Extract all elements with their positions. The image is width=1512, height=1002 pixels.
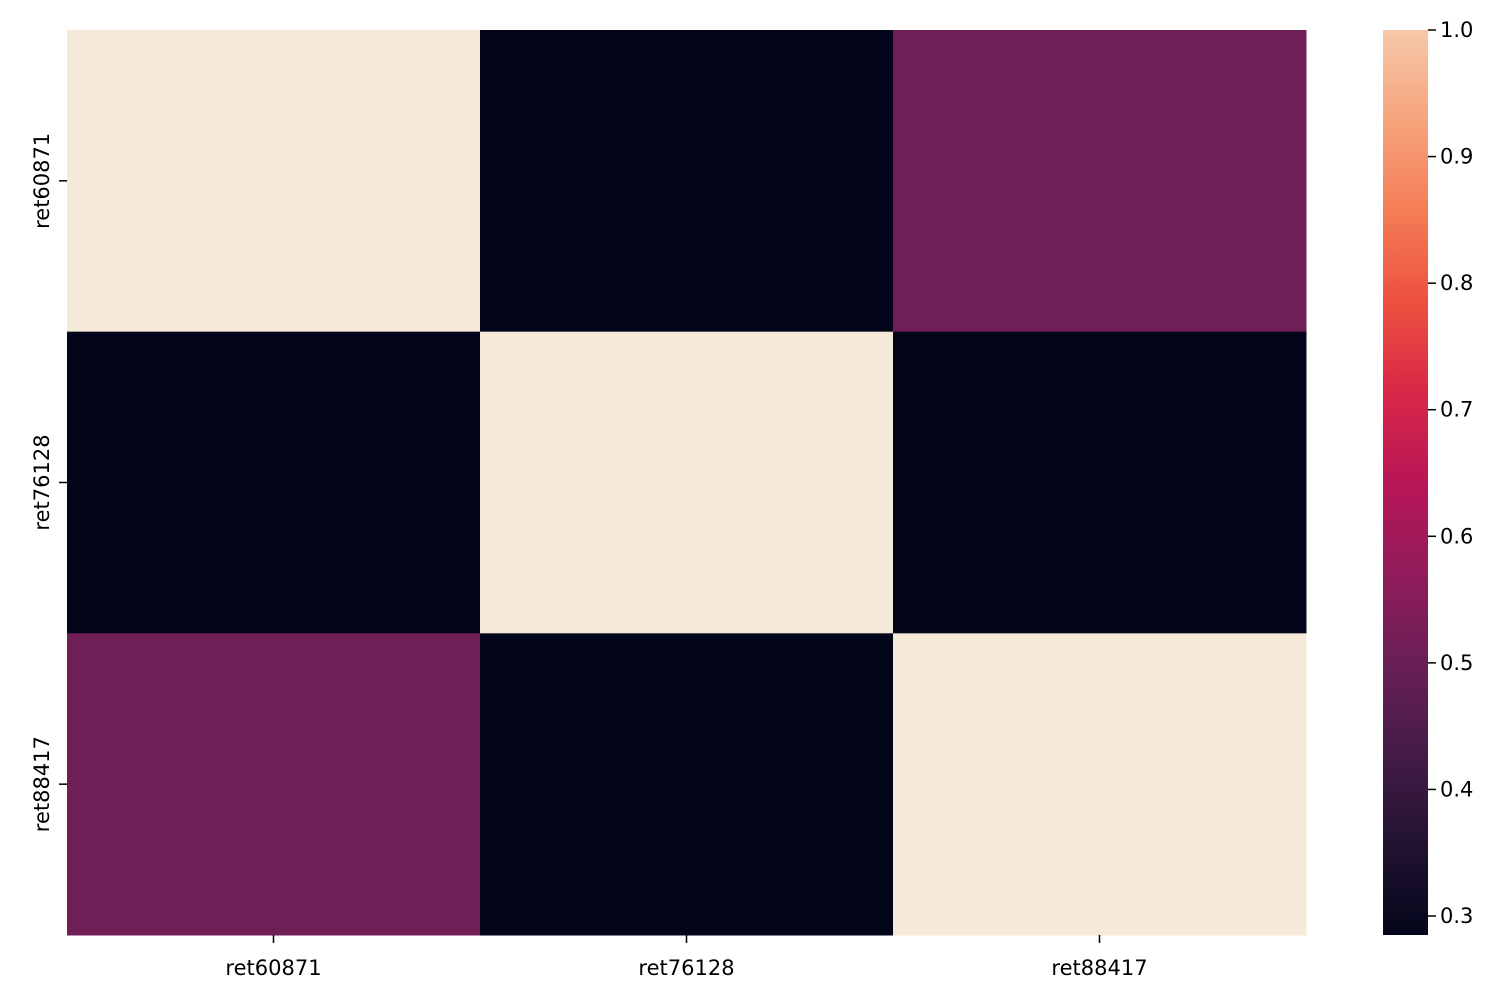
y-tick-label: ret88417 <box>30 736 54 833</box>
y-tick-label: ret76128 <box>30 434 54 531</box>
heatmap-cells <box>67 30 1307 936</box>
heatmap-cell-r1-c2 <box>893 332 1307 634</box>
heatmap-cell-r2-c0 <box>67 633 481 935</box>
x-tick-label: ret88417 <box>1051 956 1148 980</box>
heatmap-cell-r0-c1 <box>480 30 894 332</box>
colorbar-tick-label: 1.0 <box>1440 18 1474 42</box>
y-tick-label: ret60871 <box>30 132 54 229</box>
colorbar-gradient <box>1383 30 1428 935</box>
y-axis <box>30 133 67 832</box>
heatmap-cell-r0-c0 <box>67 30 481 332</box>
colorbar-axis <box>1428 18 1473 928</box>
heatmap-cell-r1-c1 <box>480 332 894 634</box>
colorbar-tick-label: 0.6 <box>1440 524 1474 549</box>
colorbar-tick-label: 0.5 <box>1440 650 1474 675</box>
heatmap-cell-r2-c1 <box>480 633 894 935</box>
x-tick-label: ret60871 <box>225 956 322 980</box>
colorbar-tick-label: 0.8 <box>1440 271 1474 296</box>
colorbar-tick-label: 0.7 <box>1440 397 1474 422</box>
colorbar-tick-label: 0.4 <box>1440 777 1474 802</box>
x-tick-label: ret76128 <box>638 956 735 980</box>
x-axis <box>225 935 1147 980</box>
heatmap-cell-r1-c0 <box>67 332 481 634</box>
heatmap-cell-r2-c2 <box>893 633 1307 935</box>
colorbar-tick-label: 0.9 <box>1440 144 1474 169</box>
colorbar-tick-label: 0.3 <box>1440 904 1474 929</box>
heatmap-cell-r0-c2 <box>893 30 1307 332</box>
colorbar <box>1383 30 1428 935</box>
